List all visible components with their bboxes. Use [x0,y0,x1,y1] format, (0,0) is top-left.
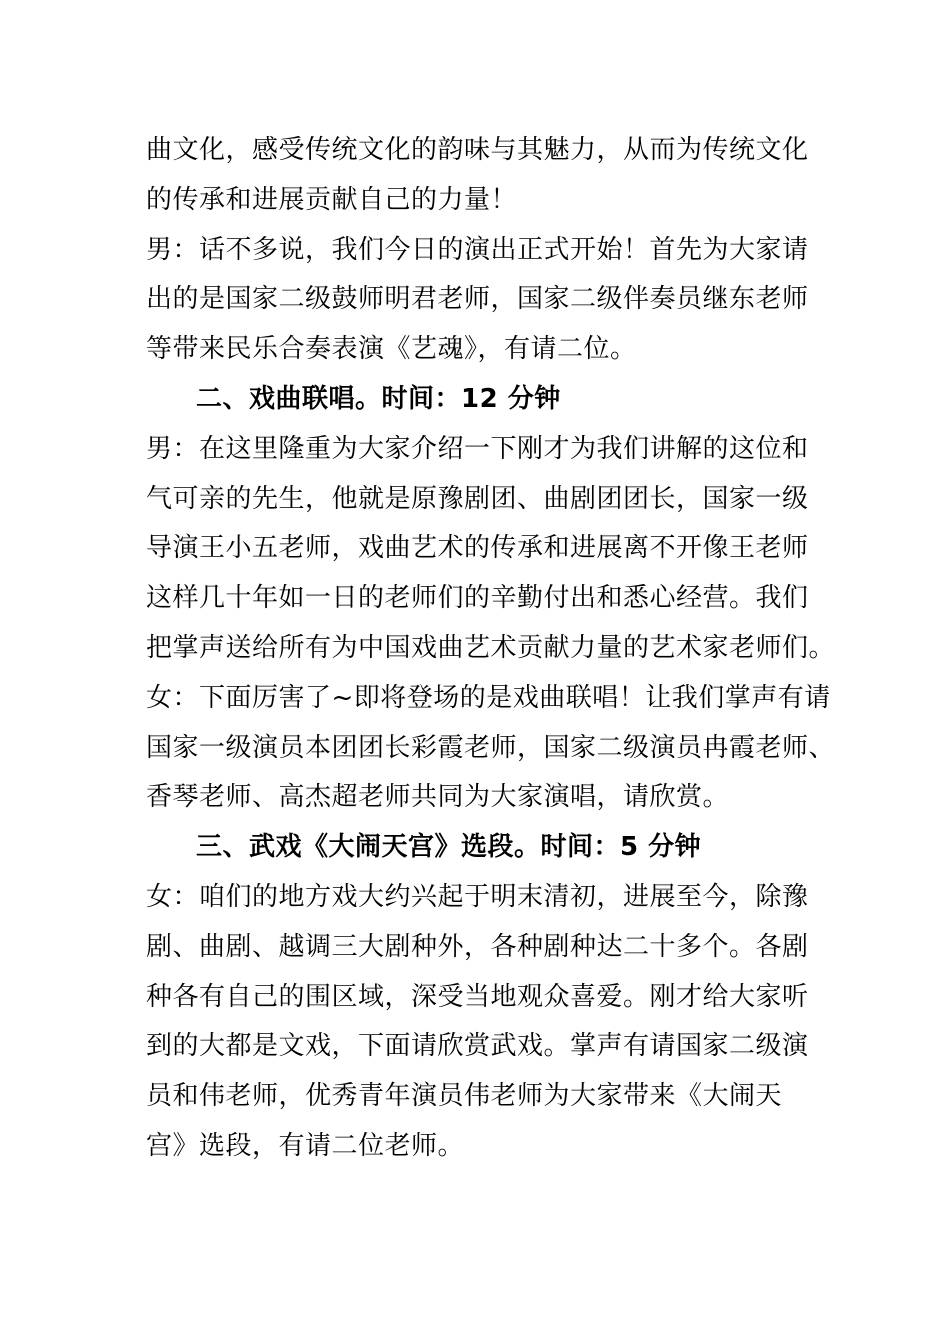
paragraph-line: 种各有自己的围区域，深受当地观众喜爱。刚才给大家听 [146,981,809,1012]
document-body [146,126,836,1172]
paragraph-line: 男：在这里隆重为大家介绍一下刚才为我们讲解的这位和 [146,433,809,464]
paragraph-line: 男：话不多说，我们今日的演出正式开始！首先为大家请 [146,234,809,265]
paragraph-line: 剧、曲剧、越调三大剧种外，各种剧种达二十多个。各剧 [146,931,809,962]
paragraph-line: 女：下面厉害了~即将登场的是戏曲联唱！让我们掌声有请 [146,682,831,713]
paragraph-line: 气可亲的先生，他就是原豫剧团、曲剧团团长，国家一级 [146,483,809,514]
section-heading: 二、戏曲联唱。时间：12 分钟 [196,383,561,414]
paragraph-line: 宫》选段，有请二位老师。 [146,1130,465,1161]
paragraph-line: 员和伟老师，优秀青年演员伟老师为大家带来《大闹天 [146,1081,783,1112]
paragraph-line: 国家一级演员本团团长彩霞老师，国家二级演员冉霞老师、 [146,732,836,763]
paragraph-line: 把掌声送给所有为中国戏曲艺术贡献力量的艺术家老师们。 [146,632,836,663]
section-heading: 三、武戏《大闹天宫》选段。时间：5 分钟 [196,832,702,863]
paragraph-line: 等带来民乐合奏表演《艺魂》，有请二位。 [146,334,637,365]
paragraph-line: 出的是国家二级鼓师明君老师，国家二级伴奏员继东老师 [146,284,809,315]
paragraph-line: 曲文化，感受传统文化的韵味与其魅力，从而为传统文化 [146,135,809,165]
paragraph-line: 到的大都是文戏，下面请欣赏武戏。掌声有请国家二级演 [146,1031,809,1062]
paragraph-line: 这样几十年如一日的老师们的辛勤付出和悉心经营。我们 [146,583,809,614]
paragraph-line: 香琴老师、高杰超老师共同为大家演唱，请欣赏。 [146,782,730,813]
paragraph-line: 女：咱们的地方戏大约兴起于明末清初，进展至今，除豫 [146,881,809,912]
paragraph-line: 导演王小五老师，戏曲艺术的传承和进展离不开像王老师 [146,533,809,564]
paragraph-line: 的传承和进展贡献自己的力量！ [146,184,518,215]
